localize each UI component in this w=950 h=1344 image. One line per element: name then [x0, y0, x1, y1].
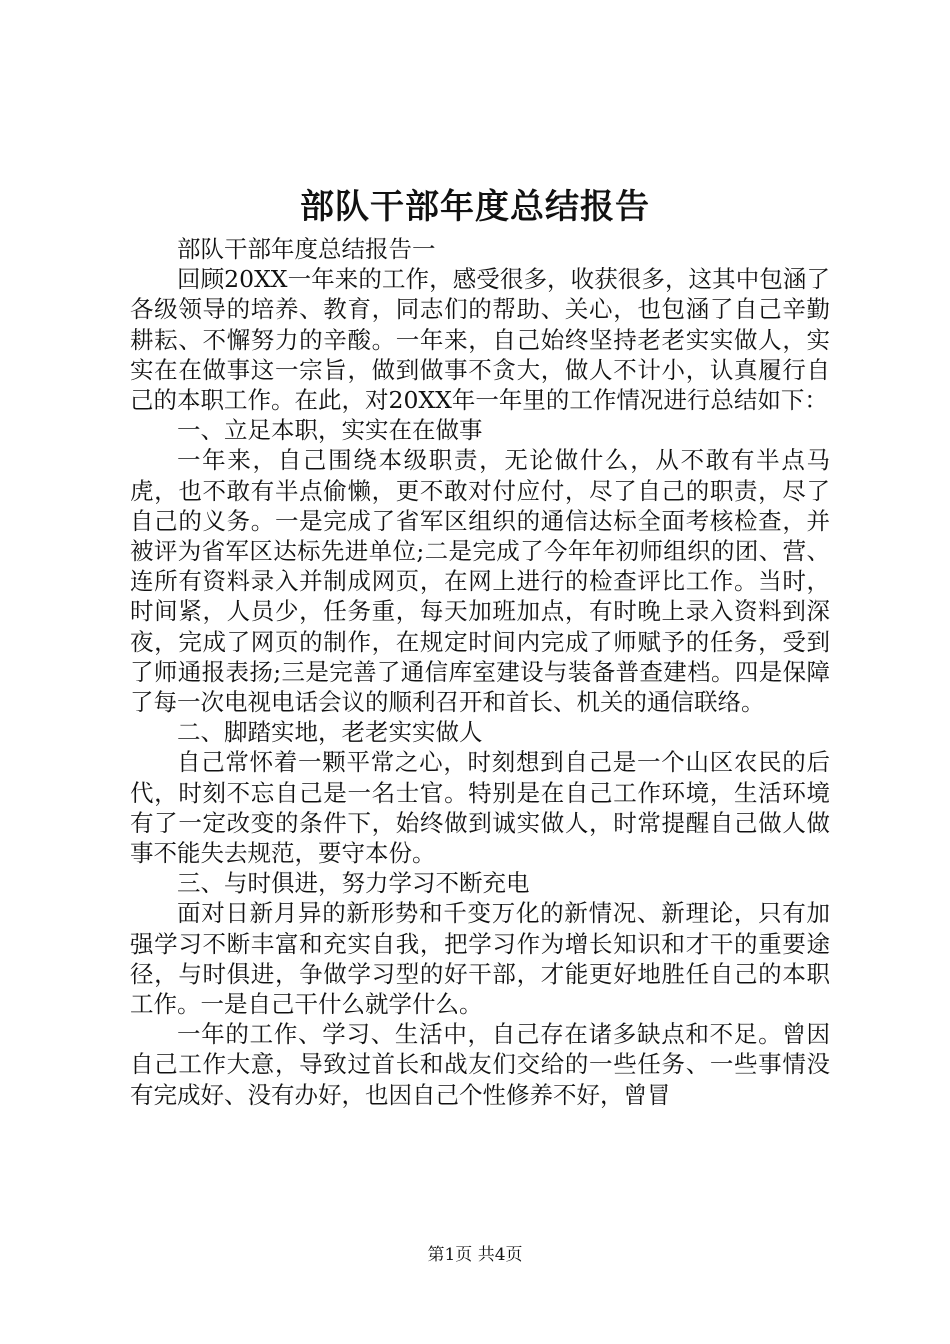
section-heading-1: 一、立足本职，实实在在做事 — [177, 416, 483, 445]
document-title: 部队干部年度总结报告 — [300, 187, 650, 227]
paragraph-section-3: 面对日新月异的新形势和千变万化的新情况、新理论，只有加强学习不断丰富和充实自我，把学习作为增长知识和才干的重要途径，与时俱进，争做学习型的好干部，才能更好地胜任自己的本职工作。一是自己干什么就学什么。 — [130, 899, 830, 1019]
page-number-footer: 第1页 共4页 — [427, 1245, 523, 1265]
paragraph-shortcomings: 一年的工作、学习、生活中，自己存在诸多缺点和不足。曾因自己工作大意，导致过首长和战友们交给的一些任务、一些事情没有完成好、没有办好，也因自己个性修养不好，曾冒 — [130, 1020, 830, 1109]
section-heading-2: 二、脚踏实地，老老实实做人 — [177, 718, 483, 747]
paragraph-section-1: 一年来，自己围绕本级职责，无论做什么，从不敢有半点马虎，也不敢有半点偷懒，更不敢对付应付，尽了自己的职责，尽了自己的义务。一是完成了省军区组织的通信达标全面考核检查，并被评为省军区达标先进单位;二是完成了今年年初师组织的团、营、连所有资料录入并制成网页，在网上进行的检查评比工作。当时，时间紧，人员少，任务重，每天加班加点，有时晚上录入资料到深夜，完成了网页的制作，在规定时间内完成了师赋予的任务，受到了师通报表扬;三是完善了通信库室建设与装备普查建档。四是保障了每一次电视电话会议的顺利召开和首长、机关的通信联络。 — [130, 446, 830, 717]
paragraph-section-2: 自己常怀着一颗平常之心，时刻想到自己是一个山区农民的后代，时刻不忘自己是一名士官。特别是在自己工作环境，生活环境有了一定改变的条件下，始终做到诚实做人，时常提醒自己做人做事不能失去规范，要守本份。 — [130, 748, 830, 868]
section-heading-3: 三、与时俱进，努力学习不断充电 — [177, 869, 530, 898]
paragraph-intro: 回顾20XX一年来的工作，感受很多，收获很多，这其中包涵了各级领导的培养、教育，同志们的帮助、关心，也包涵了自己辛勤耕耘、不懈努力的辛酸。一年来，自己始终坚持老老实实做人，实实在在做事这一宗旨，做到做事不贪大，做人不计小，认真履行自己的本职工作。在此，对20XX年一年里的工作情况进行总结如下： — [130, 265, 830, 415]
document-body — [130, 234, 830, 1110]
paragraph-subtitle: 部队干部年度总结报告一 — [177, 235, 436, 263]
